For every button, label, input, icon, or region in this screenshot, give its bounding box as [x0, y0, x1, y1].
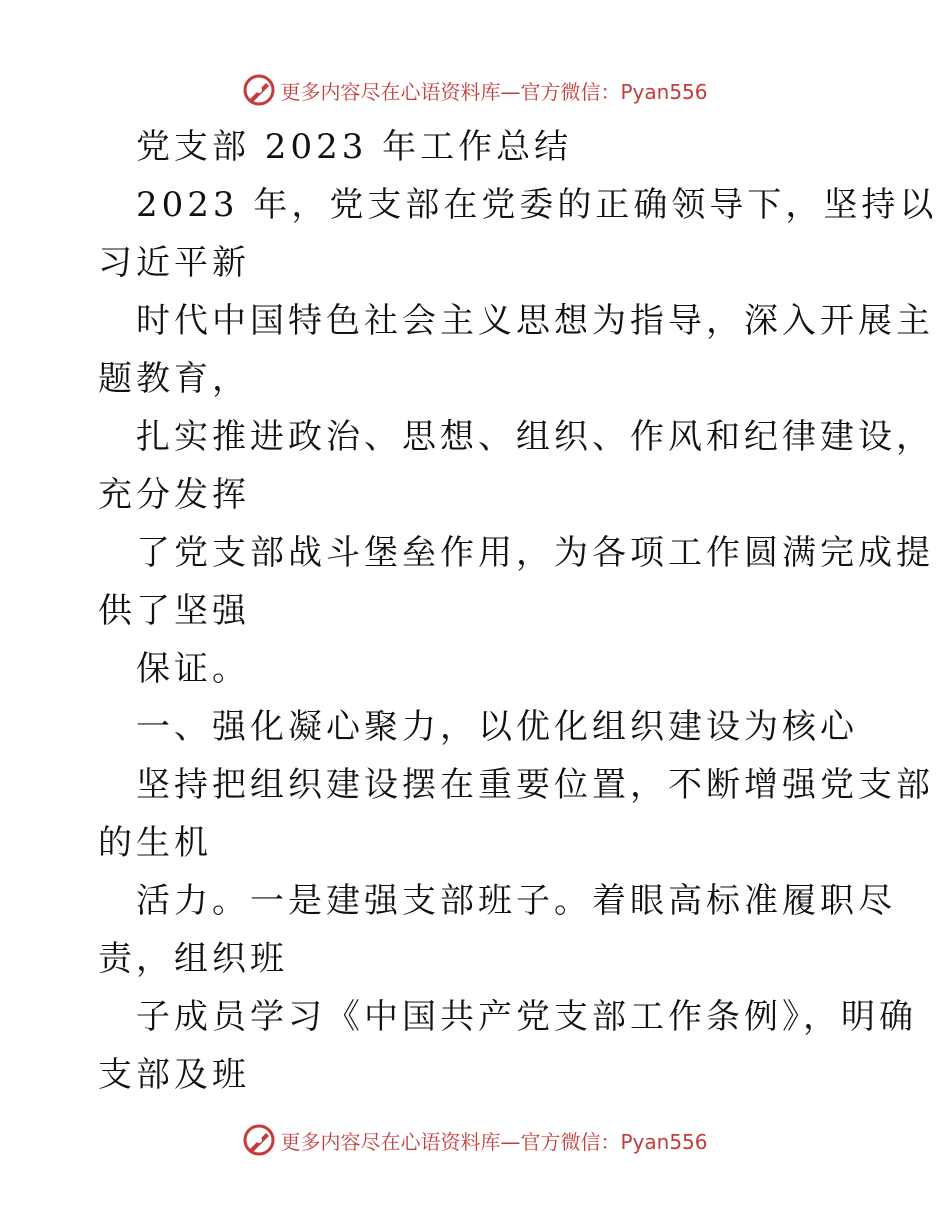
paragraph-line: 的生机	[98, 823, 212, 863]
document-title: 党支部 2023 年工作总结	[136, 127, 573, 167]
paragraph-line: 时代中国特色社会主义思想为指导，深入开展主	[136, 301, 934, 341]
paragraph-line: 供了坚强	[98, 591, 250, 631]
footer-banner	[0, 1120, 950, 1160]
paragraph-line: 保证。	[136, 649, 250, 689]
banner-text: 更多内容尽在心语资料库—官方微信：Pyan556	[280, 79, 708, 104]
banner-text: 更多内容尽在心语资料库—官方微信：Pyan556	[280, 1129, 708, 1154]
pen-logo-icon	[242, 73, 276, 107]
paragraph-line: 充分发挥	[98, 475, 250, 515]
header-banner	[0, 70, 950, 110]
paragraph-line: 习近平新	[98, 243, 250, 283]
paragraph-line: 支部及班	[98, 1055, 250, 1095]
pen-logo-icon	[242, 1123, 276, 1157]
paragraph-line: 子成员学习《中国共产党支部工作条例》，明确	[136, 997, 917, 1037]
paragraph-line: 2023 年，党支部在党委的正确领导下，坚持以	[136, 185, 938, 225]
paragraph-line: 活力。一是建强支部班子。着眼高标准履职尽	[136, 881, 896, 921]
paragraph-line: 坚持把组织建设摆在重要位置，不断增强党支部	[136, 765, 934, 805]
paragraph-line: 了党支部战斗堡垒作用，为各项工作圆满完成提	[136, 533, 934, 573]
paragraph-line: 扎实推进政治、思想、组织、作风和纪律建设，	[136, 417, 934, 457]
section-heading: 一、强化凝心聚力，以优化组织建设为核心	[136, 707, 858, 747]
paragraph-line: 题教育，	[98, 359, 250, 399]
paragraph-line: 责，组织班	[98, 939, 288, 979]
